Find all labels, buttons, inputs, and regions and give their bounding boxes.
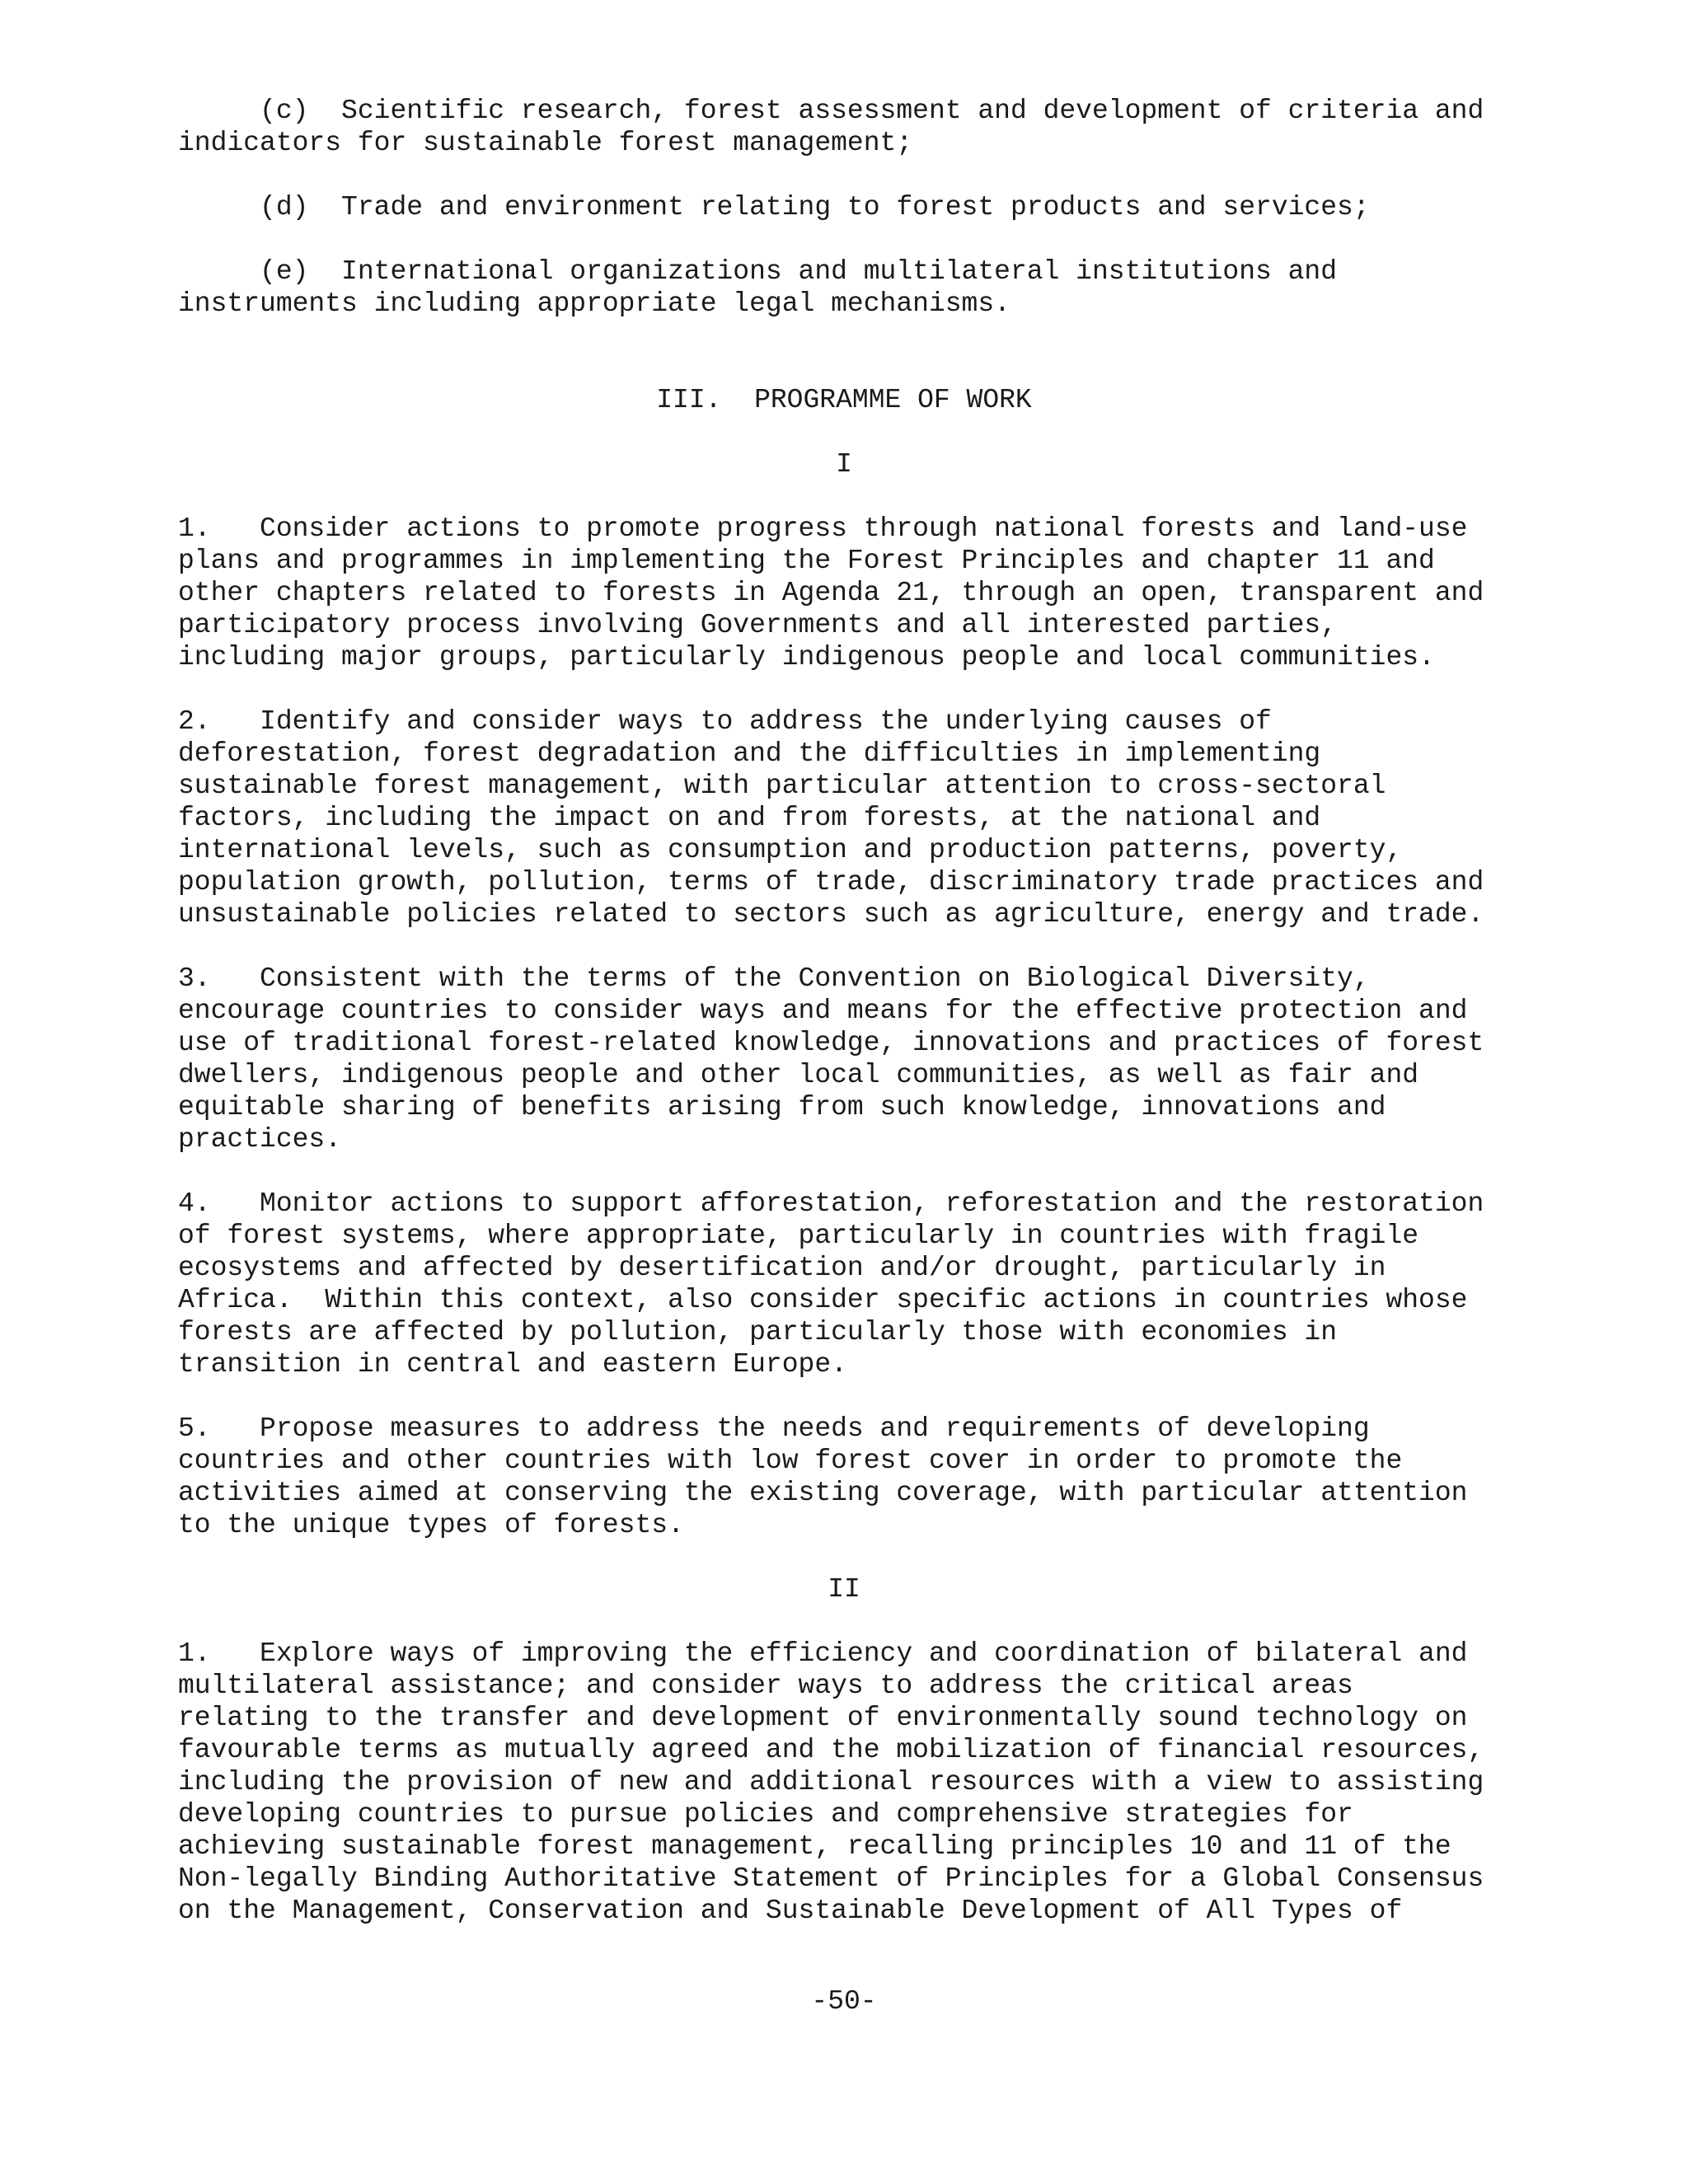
item-d-line-1: (d) Trade and environment relating to forest products and services; <box>178 192 1370 223</box>
item-c-line-2: indicators for sustainable forest management; <box>178 128 913 158</box>
group-1-heading: I <box>836 449 852 480</box>
paragraph-line: of forest systems, where appropriate, particularly in countries with fragile <box>178 1221 1419 1251</box>
paragraph-line: including major groups, particularly indigenous people and local communities. <box>178 642 1435 673</box>
paragraph-line: to the unique types of forests. <box>178 1510 684 1540</box>
item-e-line-2: instruments including appropriate legal mechanisms. <box>178 288 1010 319</box>
paragraph-line: on the Management, Conservation and Sustainable Development of All Types of <box>178 1896 1403 1926</box>
section-heading: III. PROGRAMME OF WORK <box>656 385 1032 415</box>
paragraph-line: dwellers, indigenous people and other local communities, as well as fair and <box>178 1060 1419 1090</box>
paragraph-line: Non-legally Binding Authoritative Statement of Principles for a Global Consensus <box>178 1863 1484 1894</box>
paragraph-line: deforestation, forest degradation and the difficulties in implementing <box>178 738 1321 769</box>
item-e-line-1: (e) International organizations and multilateral institutions and <box>178 256 1338 287</box>
paragraph-line: forests are affected by pollution, particularly those with economies in <box>178 1317 1338 1347</box>
paragraph-line: international levels, such as consumption and production patterns, poverty, <box>178 835 1403 865</box>
paragraph-line: Africa. Within this context, also consider specific actions in countries whose <box>178 1285 1468 1315</box>
paragraph-line: participatory process involving Governments and all interested parties, <box>178 610 1338 640</box>
paragraph-line: relating to the transfer and development of environmentally sound technology on <box>178 1703 1468 1733</box>
paragraph-line: 1. Explore ways of improving the efficiency and coordination of bilateral and <box>178 1638 1468 1669</box>
paragraph-line: countries and other countries with low forest cover in order to promote the <box>178 1446 1403 1476</box>
paragraph-line: ecosystems and affected by desertification and/or drought, particularly in <box>178 1253 1386 1283</box>
paragraph-line: 3. Consistent with the terms of the Convention on Biological Diversity, <box>178 963 1370 994</box>
paragraph-line: practices. <box>178 1124 342 1155</box>
paragraph-line: unsustainable policies related to sectors such as agriculture, energy and trade. <box>178 899 1484 930</box>
paragraph-line: sustainable forest management, with particular attention to cross-sectoral <box>178 771 1386 801</box>
page-number: -50- <box>811 1986 877 2017</box>
paragraph-line: 4. Monitor actions to support afforestation, reforestation and the restoration <box>178 1188 1484 1219</box>
paragraph-line: 1. Consider actions to promote progress through national forests and land-use <box>178 513 1468 544</box>
paragraph-line: encourage countries to consider ways and means for the effective protection and <box>178 996 1468 1026</box>
paragraph-line: equitable sharing of benefits arising from such knowledge, innovations and <box>178 1092 1386 1122</box>
paragraph-line: population growth, pollution, terms of trade, discriminatory trade practices and <box>178 867 1484 898</box>
paragraph-line: multilateral assistance; and consider ways to address the critical areas <box>178 1671 1353 1701</box>
paragraph-line: achieving sustainable forest management, recalling principles 10 and 11 of the <box>178 1831 1451 1862</box>
paragraph-line: factors, including the impact on and from forests, at the national and <box>178 803 1321 833</box>
paragraph-line: transition in central and eastern Europe. <box>178 1349 847 1380</box>
item-c-line-1: (c) Scientific research, forest assessment and development of criteria and <box>178 96 1484 126</box>
paragraph-line: use of traditional forest-related knowledge, innovations and practices of forest <box>178 1028 1484 1058</box>
paragraph-line: 2. Identify and consider ways to address the underlying causes of <box>178 706 1272 737</box>
paragraph-line: plans and programmes in implementing the Forest Principles and chapter 11 and <box>178 546 1435 576</box>
paragraph-line: activities aimed at conserving the existing coverage, with particular attention <box>178 1478 1468 1508</box>
paragraph-line: including the provision of new and additional resources with a view to assisting <box>178 1767 1484 1797</box>
paragraph-line: other chapters related to forests in Agenda 21, through an open, transparent and <box>178 578 1484 608</box>
group-2-heading: II <box>828 1574 860 1605</box>
paragraph-line: favourable terms as mutually agreed and the mobilization of financial resources, <box>178 1735 1484 1765</box>
paragraph-line: developing countries to pursue policies and comprehensive strategies for <box>178 1799 1353 1830</box>
paragraph-line: 5. Propose measures to address the needs and requirements of developing <box>178 1413 1370 1444</box>
